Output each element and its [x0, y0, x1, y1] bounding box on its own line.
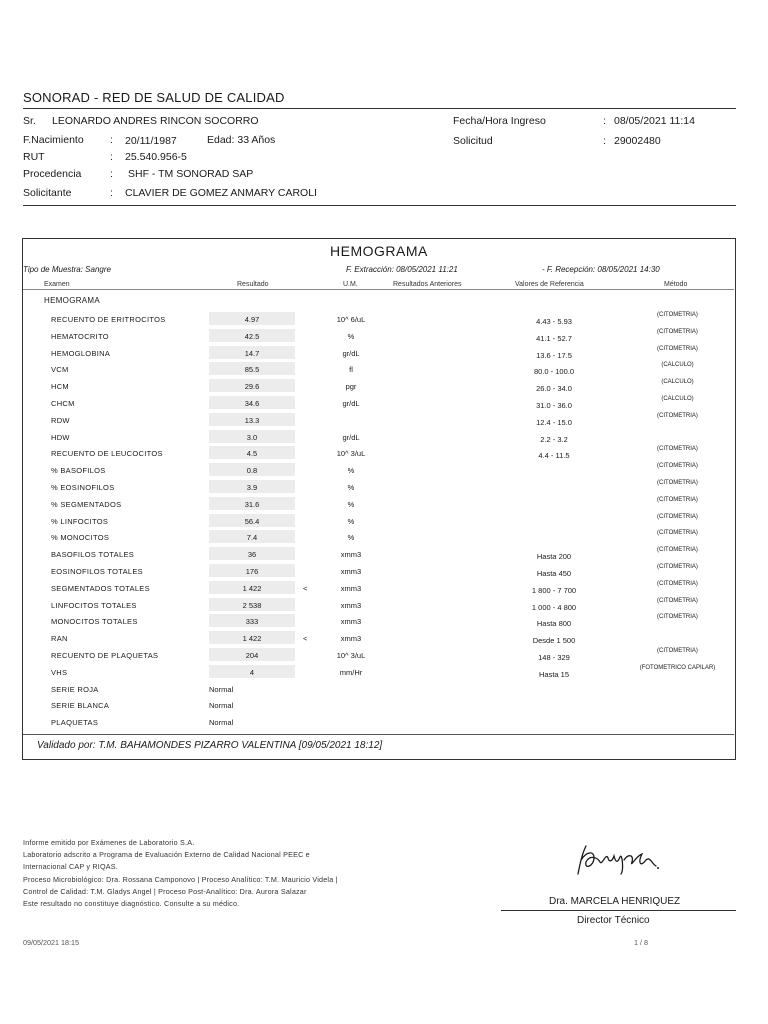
validated-by: Validado por: T.M. BAHAMONDES PIZARRO VALENTINA [09/05/2021 18:12]: [37, 740, 383, 751]
table-row: [0, 631, 768, 646]
exam-result: 176: [245, 567, 259, 576]
exam-result: 42.5: [244, 331, 260, 341]
footer-line: Control de Calidad: T.M. Gladys Angel | Proceso Post-Analítico: Dra. Aurora Salazar: [23, 886, 307, 896]
solicitante-separator: :: [110, 187, 113, 199]
reference-range: 2.2 - 3.2: [540, 434, 568, 444]
exam-method: (CITOMETRIA): [657, 648, 698, 654]
header-divider-bottom: [23, 205, 736, 206]
exam-result: 3.0: [246, 432, 258, 442]
exam-method: (CALCULO): [661, 379, 694, 386]
exam-result: 4.97: [244, 315, 260, 324]
table-row: [0, 430, 768, 445]
exam-method: (FOTOMETRICO CAPILAR): [639, 664, 716, 671]
exam-result: Normal: [209, 684, 234, 694]
reference-range: Hasta 800: [536, 619, 572, 629]
reference-range: 1 000 - 4 800: [531, 602, 577, 612]
signer-title: Director Técnico: [577, 915, 650, 926]
exam-method: (CITOMETRIA): [657, 597, 698, 604]
reference-range: 4.43 - 5.93: [536, 317, 572, 326]
result-flag: <: [303, 634, 308, 644]
exam-name: SERIE BLANCA: [51, 701, 110, 711]
exam-name: % MONOCITOS: [51, 533, 110, 543]
reference-range: 13.6 - 17.5: [536, 350, 572, 360]
result-flag: <: [303, 583, 308, 593]
exam-name: RECUENTO DE ERITROCITOS: [51, 315, 166, 324]
exam-result: 0.8: [246, 466, 258, 476]
exam-name: % LINFOCITOS: [51, 516, 109, 526]
exam-name: PLAQUETAS: [51, 717, 99, 727]
exam-result: 1 422: [242, 634, 262, 644]
table-row: [0, 530, 768, 545]
exam-name: % SEGMENTADOS: [51, 499, 122, 509]
exam-name: RAN: [51, 634, 68, 644]
exam-method: (CITOMETRIA): [657, 530, 698, 537]
page-number: 1 / 8: [634, 938, 648, 947]
exam-method: (CITOMETRIA): [657, 480, 698, 486]
footer-line: Informe emitido por Exámenes de Laboratorio S.A.: [23, 838, 195, 847]
exam-result: 4: [249, 667, 255, 677]
exam-unit: 10^ 3/uL: [336, 449, 366, 459]
exam-method: (CITOMETRIA): [657, 614, 698, 621]
exam-unit: xmm3: [340, 567, 362, 576]
ingreso-value: 08/05/2021 11:14: [614, 115, 695, 127]
table-row: [0, 598, 768, 613]
footer-line: Laboratorio adscrito a Programa de Evaluación Externo de Calidad Nacional PEEC e: [23, 850, 310, 860]
sample-type: Tipo de Muestra: Sangre: [23, 265, 111, 274]
exam-name: EOSINOFILOS TOTALES: [51, 567, 143, 576]
exam-method: (CITOMETRIA): [657, 547, 698, 554]
table-row: [0, 614, 768, 629]
exam-name: HCM: [51, 382, 69, 392]
exam-method: (CITOMETRIA): [657, 446, 698, 453]
print-datetime: 09/05/2021 18:15: [23, 938, 79, 947]
table-row: [0, 514, 768, 529]
exam-unit: %: [347, 516, 355, 526]
patient-name: LEONARDO ANDRES RINCON SOCORRO: [52, 115, 259, 127]
exam-unit: gr/dL: [342, 399, 360, 408]
patient-age: Edad: 33 Años: [207, 134, 276, 146]
header-divider-top: [23, 108, 736, 109]
exam-method: (CALCULO): [661, 362, 694, 369]
table-row: [0, 463, 768, 478]
reference-range: 26.0 - 34.0: [536, 384, 572, 394]
column-header-exam: Examen: [44, 281, 70, 288]
footer-line: Proceso Microbiológico: Dra. Rossana Camponovo | Proceso Analítico: T.M. Mauricio Videla |: [23, 874, 338, 884]
solicitud-value: 29002480: [614, 135, 661, 147]
exam-result: 13.3: [244, 415, 260, 425]
procedencia-label: Procedencia: [23, 168, 82, 180]
table-row: [0, 665, 768, 680]
column-header-method: Método: [664, 281, 688, 288]
exam-unit: xmm3: [340, 550, 362, 560]
birth-separator: :: [110, 134, 113, 146]
reference-range: 31.0 - 36.0: [536, 401, 572, 410]
reference-range: Hasta 200: [536, 552, 572, 562]
exam-unit: 10^ 6/uL: [336, 315, 366, 324]
birth-label: F.Nacimiento: [23, 134, 84, 146]
table-row: [0, 329, 768, 344]
exam-result: Normal: [209, 717, 234, 727]
exam-unit: xmm3: [340, 600, 362, 610]
table-row: [0, 564, 768, 579]
exam-method: (CITOMETRIA): [657, 345, 698, 352]
exam-unit: gr/dL: [342, 348, 360, 358]
solicitud-separator: :: [603, 135, 606, 147]
solicitante-label: Solicitante: [23, 187, 72, 199]
exam-unit: xmm3: [340, 617, 362, 627]
exam-unit: 10^ 3/uL: [336, 651, 366, 660]
table-row: [0, 715, 768, 730]
exam-name: % BASOFILOS: [51, 466, 106, 476]
table-row: [0, 547, 768, 562]
exam-result: Normal: [209, 701, 234, 711]
table-row: [0, 446, 768, 461]
column-header-result: Resultado: [237, 281, 269, 288]
exam-unit: %: [347, 499, 355, 509]
footer-line: Este resultado no constituye diagnóstico. Consulte a su médico.: [23, 899, 240, 908]
exam-name: HEMOGLOBINA: [51, 348, 111, 358]
exam-name: % EOSINOFILOS: [51, 483, 115, 492]
table-row: [0, 346, 768, 361]
exam-result: 34.6: [244, 399, 260, 408]
exam-name: SERIE ROJA: [51, 684, 99, 694]
exam-method: (CITOMETRIA): [657, 328, 698, 335]
procedencia-separator: :: [110, 168, 113, 180]
exam-name: LINFOCITOS TOTALES: [51, 600, 137, 610]
signature-image: [572, 840, 662, 880]
solicitante-value: CLAVIER DE GOMEZ ANMARY CAROLI: [125, 187, 317, 199]
reference-range: 4.4 - 11.5: [538, 451, 570, 461]
exam-result: 56.4: [244, 516, 260, 526]
exam-name: RDW: [51, 415, 70, 425]
rut-label: RUT: [23, 151, 45, 163]
exam-result: 1 422: [242, 583, 262, 593]
exam-unit: xmm3: [340, 583, 362, 593]
exam-method: (CALCULO): [661, 396, 694, 402]
validation-divider: [23, 734, 734, 735]
exam-name: VCM: [51, 365, 69, 375]
reception-date: - F. Recepción: 08/05/2021 14:30: [542, 265, 660, 274]
exam-name: MONOCITOS TOTALES: [51, 617, 138, 627]
exam-unit: %: [347, 483, 355, 492]
signer-name: Dra. MARCELA HENRIQUEZ: [549, 896, 681, 907]
reference-range: 12.4 - 15.0: [536, 417, 572, 427]
exam-name: HEMATOCRITO: [51, 331, 109, 341]
exam-unit: %: [347, 331, 355, 341]
exam-result: 333: [245, 617, 259, 627]
exam-unit: mm/Hr: [339, 667, 363, 677]
table-row: [0, 497, 768, 512]
ingreso-label: Fecha/Hora Ingreso: [453, 115, 546, 127]
reference-range: 41.1 - 52.7: [536, 333, 572, 343]
exam-method: (CITOMETRIA): [657, 580, 698, 587]
exam-name: VHS: [51, 667, 68, 677]
exam-method: (CITOMETRIA): [657, 412, 698, 419]
exam-method: (CITOMETRIA): [657, 513, 698, 520]
exam-name: CHCM: [51, 399, 75, 408]
patient-prefix: Sr.: [23, 115, 36, 127]
reference-range: Hasta 15: [538, 669, 570, 679]
exam-unit: gr/dL: [342, 432, 360, 442]
footer-line: Internacional CAP y RIQAS.: [23, 862, 118, 872]
table-row: [0, 480, 768, 495]
exam-result: 7.4: [246, 533, 258, 543]
exam-unit: %: [347, 466, 355, 476]
exam-result: 14.7: [244, 348, 260, 358]
procedencia-value: SHF - TM SONORAD SAP: [128, 168, 254, 180]
reference-range: Hasta 450: [536, 569, 572, 578]
reference-range: 80.0 - 100.0: [533, 367, 575, 377]
exam-unit: fl: [349, 365, 353, 375]
exam-result: 36: [247, 550, 257, 560]
column-header-reference: Valores de Referencia: [515, 281, 584, 288]
exam-name: SEGMENTADOS TOTALES: [51, 583, 150, 593]
rut-value: 25.540.956-5: [125, 151, 187, 163]
exam-method: (CITOMETRIA): [657, 564, 698, 570]
table-row: [0, 648, 768, 663]
table-row: [0, 362, 768, 377]
exam-result: 31.6: [244, 499, 260, 509]
exam-unit: xmm3: [340, 634, 362, 644]
exam-unit: %: [347, 533, 355, 543]
table-row: [0, 682, 768, 697]
table-row: [0, 698, 768, 713]
reference-range: 148 - 329: [538, 653, 570, 662]
exam-unit: pgr: [345, 382, 357, 392]
birth-date: 20/11/1987: [125, 135, 177, 147]
exam-result: 85.5: [244, 365, 260, 375]
exam-result: 2 538: [242, 600, 262, 610]
exam-result: 4.5: [246, 449, 258, 459]
table-row: [0, 312, 768, 327]
exam-method: (CITOMETRIA): [657, 496, 698, 503]
table-row: [0, 413, 768, 428]
exam-name: HDW: [51, 432, 70, 442]
column-header-unit: U.M.: [343, 281, 358, 288]
ingreso-separator: :: [603, 115, 606, 127]
exam-result: 29.6: [244, 382, 260, 392]
exam-method: (CITOMETRIA): [657, 312, 698, 318]
exam-result: 3.9: [246, 483, 258, 492]
exam-name: RECUENTO DE PLAQUETAS: [51, 651, 159, 660]
extraction-date: F. Extracción: 08/05/2021 11:21: [346, 265, 458, 274]
table-row: [0, 581, 768, 596]
rut-separator: :: [110, 151, 113, 163]
signature-line: [501, 910, 736, 911]
section-title: HEMOGRAMA: [44, 296, 101, 305]
exam-name: BASOFILOS TOTALES: [51, 550, 135, 560]
table-row: [0, 379, 768, 394]
exam-result: 204: [245, 651, 259, 660]
column-header-previous: Resultados Anteriores: [393, 281, 462, 288]
report-title: HEMOGRAMA: [330, 243, 428, 259]
reference-range: Desde 1 500: [532, 636, 576, 646]
reference-range: 1 800 - 7 700: [531, 585, 577, 595]
organization-title: SONORAD - RED DE SALUD DE CALIDAD: [23, 90, 285, 105]
table-row: [0, 396, 768, 411]
column-header-divider: [23, 289, 734, 290]
exam-method: (CITOMETRIA): [657, 463, 698, 470]
solicitud-label: Solicitud: [453, 135, 493, 147]
exam-name: RECUENTO DE LEUCOCITOS: [51, 449, 163, 459]
